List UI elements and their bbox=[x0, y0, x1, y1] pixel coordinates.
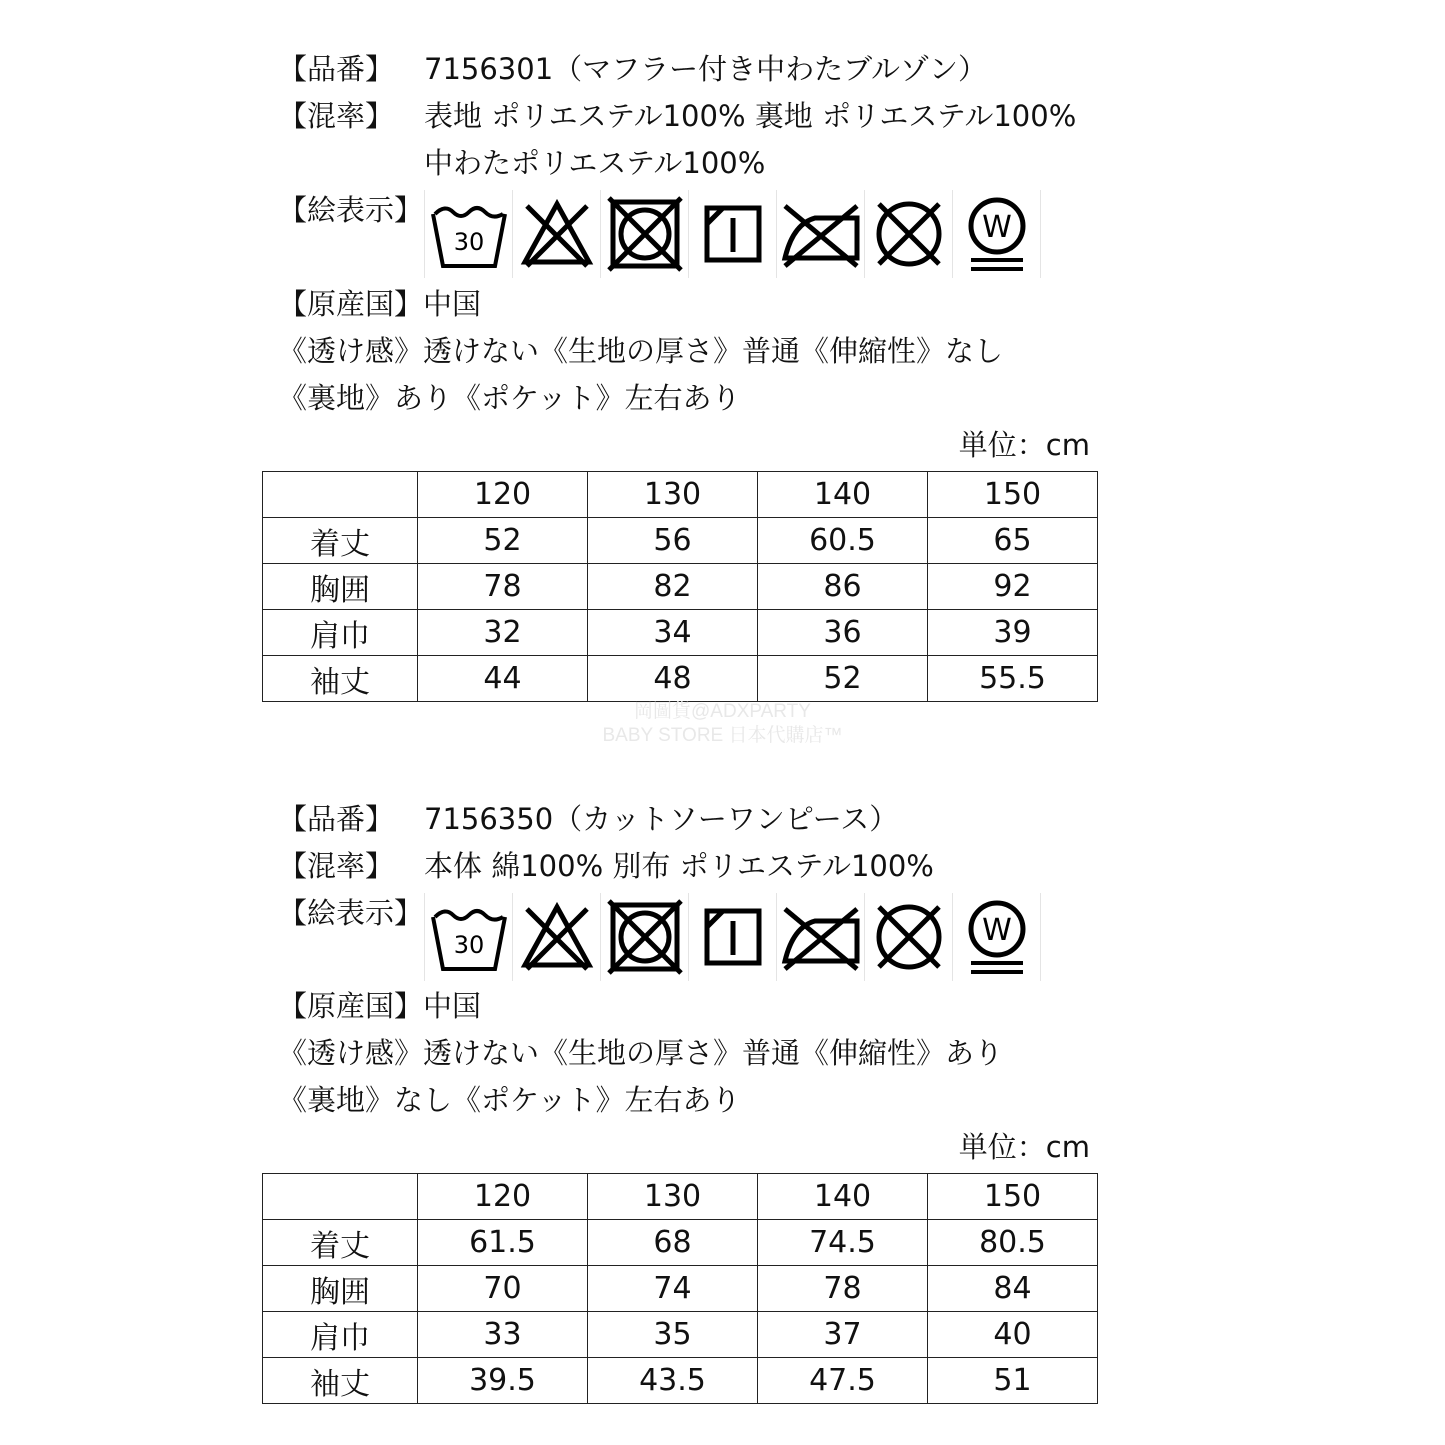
attributes-text-1: 《透け感》透けない《生地の厚さ》普通《伸縮性》なし bbox=[278, 334, 1004, 368]
table-header-cell: 140 bbox=[758, 472, 928, 518]
wet-clean-icon bbox=[953, 893, 1041, 981]
row-label: 胸囲 bbox=[263, 564, 418, 610]
table-row bbox=[263, 1266, 1098, 1312]
row-label: 着丈 bbox=[263, 1220, 418, 1266]
table-header-cell bbox=[263, 472, 418, 518]
size-table bbox=[262, 1173, 1098, 1404]
care-label: 【絵表示】 bbox=[278, 896, 424, 930]
table-cell: 36 bbox=[758, 610, 928, 656]
table-header-cell bbox=[263, 1174, 418, 1220]
table-cell: 78 bbox=[758, 1266, 928, 1312]
table-cell: 78 bbox=[418, 564, 588, 610]
table-cell: 51 bbox=[928, 1358, 1098, 1404]
row-label: 肩巾 bbox=[263, 610, 418, 656]
table-cell: 84 bbox=[928, 1266, 1098, 1312]
table-cell: 60.5 bbox=[758, 518, 928, 564]
table-header-row bbox=[263, 472, 1098, 518]
table-cell: 33 bbox=[418, 1312, 588, 1358]
attributes-text-1: 《透け感》透けない《生地の厚さ》普通《伸縮性》あり bbox=[278, 1036, 1004, 1070]
material-mix-value-2: 中わたポリエステル100% bbox=[424, 146, 766, 180]
table-cell: 82 bbox=[588, 564, 758, 610]
no-iron-icon bbox=[777, 893, 865, 981]
table-header-cell: 120 bbox=[418, 1174, 588, 1220]
line-dry-shade-icon bbox=[689, 893, 777, 981]
table-cell: 86 bbox=[758, 564, 928, 610]
svg-text:W: W bbox=[981, 913, 1012, 948]
part-number-value: 7156350（カットソーワンピース） bbox=[424, 802, 899, 836]
row-label: 着丈 bbox=[263, 518, 418, 564]
table-cell: 34 bbox=[588, 610, 758, 656]
table-cell: 61.5 bbox=[418, 1220, 588, 1266]
origin-text: 【原産国】中国 bbox=[278, 989, 482, 1023]
svg-text:30: 30 bbox=[453, 931, 484, 959]
table-row bbox=[263, 564, 1098, 610]
table-row bbox=[263, 1220, 1098, 1266]
table-cell: 39.5 bbox=[418, 1358, 588, 1404]
material-mix-label: 【混率】 bbox=[278, 99, 395, 133]
table-row bbox=[263, 518, 1098, 564]
wash-30-icon bbox=[425, 893, 513, 981]
material-mix-value: 表地 ポリエステル100% 裏地 ポリエステル100% bbox=[424, 99, 1077, 133]
wet-clean-icon bbox=[953, 190, 1041, 278]
table-row bbox=[263, 1312, 1098, 1358]
table-cell: 43.5 bbox=[588, 1358, 758, 1404]
watermark-line-2: BABY STORE 日本代購店™ bbox=[602, 725, 843, 746]
table-cell: 40 bbox=[928, 1312, 1098, 1358]
table-cell: 56 bbox=[588, 518, 758, 564]
table-header-cell: 140 bbox=[758, 1174, 928, 1220]
table-cell: 35 bbox=[588, 1312, 758, 1358]
row-label: 胸囲 bbox=[263, 1266, 418, 1312]
table-row bbox=[263, 1358, 1098, 1404]
care-symbols bbox=[424, 893, 1041, 981]
table-cell: 70 bbox=[418, 1266, 588, 1312]
table-cell: 47.5 bbox=[758, 1358, 928, 1404]
row-label: 袖丈 bbox=[263, 1358, 418, 1404]
table-cell: 74.5 bbox=[758, 1220, 928, 1266]
table-cell: 65 bbox=[928, 518, 1098, 564]
table-header-cell: 130 bbox=[588, 1174, 758, 1220]
attributes-text-2: 《裏地》あり《ポケット》左右あり bbox=[278, 381, 741, 415]
care-label: 【絵表示】 bbox=[278, 193, 424, 227]
no-bleach-icon bbox=[513, 190, 601, 278]
table-cell: 44 bbox=[418, 656, 588, 702]
row-label: 袖丈 bbox=[263, 656, 418, 702]
table-cell: 80.5 bbox=[928, 1220, 1098, 1266]
origin-text: 【原産国】中国 bbox=[278, 287, 482, 321]
table-header-cell: 150 bbox=[928, 1174, 1098, 1220]
part-number-label: 【品番】 bbox=[278, 802, 395, 836]
table-cell: 92 bbox=[928, 564, 1098, 610]
part-number-value: 7156301（マフラー付き中わたブルゾン） bbox=[424, 52, 987, 86]
table-header-cell: 150 bbox=[928, 472, 1098, 518]
table-cell: 48 bbox=[588, 656, 758, 702]
svg-text:30: 30 bbox=[453, 228, 484, 256]
part-number-label: 【品番】 bbox=[278, 52, 395, 86]
no-bleach-icon bbox=[513, 893, 601, 981]
table-row bbox=[263, 610, 1098, 656]
svg-text:W: W bbox=[981, 210, 1012, 245]
material-mix-value: 本体 綿100% 別布 ポリエステル100% bbox=[424, 849, 934, 883]
table-cell: 74 bbox=[588, 1266, 758, 1312]
watermark-line-1: 岡圖貨@ADXPARTY bbox=[634, 701, 811, 722]
material-mix-label: 【混率】 bbox=[278, 849, 395, 883]
care-symbols bbox=[424, 190, 1041, 278]
no-iron-icon bbox=[777, 190, 865, 278]
no-tumble-dry-icon bbox=[601, 190, 689, 278]
table-cell: 37 bbox=[758, 1312, 928, 1358]
table-cell: 52 bbox=[418, 518, 588, 564]
no-tumble-dry-icon bbox=[601, 893, 689, 981]
unit-label: 単位：cm bbox=[958, 1130, 1090, 1164]
table-cell: 52 bbox=[758, 656, 928, 702]
no-dry-clean-icon bbox=[865, 190, 953, 278]
row-label: 肩巾 bbox=[263, 1312, 418, 1358]
table-row bbox=[263, 656, 1098, 702]
wash-30-icon bbox=[425, 190, 513, 278]
attributes-text-2: 《裏地》なし《ポケット》左右あり bbox=[278, 1083, 741, 1117]
table-cell: 39 bbox=[928, 610, 1098, 656]
table-cell: 68 bbox=[588, 1220, 758, 1266]
table-header-cell: 130 bbox=[588, 472, 758, 518]
line-dry-shade-icon bbox=[689, 190, 777, 278]
unit-label: 単位：cm bbox=[958, 428, 1090, 462]
table-header-row bbox=[263, 1174, 1098, 1220]
size-table bbox=[262, 471, 1098, 702]
table-header-cell: 120 bbox=[418, 472, 588, 518]
table-cell: 55.5 bbox=[928, 656, 1098, 702]
table-cell: 32 bbox=[418, 610, 588, 656]
no-dry-clean-icon bbox=[865, 893, 953, 981]
